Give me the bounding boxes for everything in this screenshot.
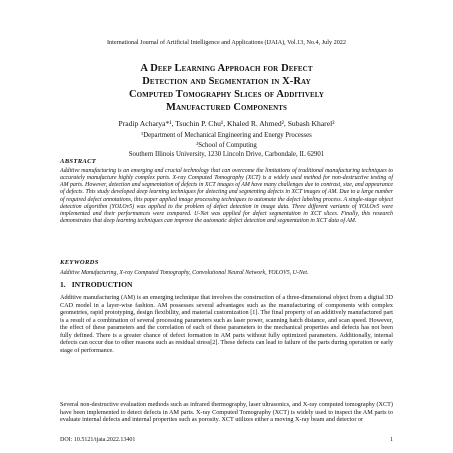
page-number: 1 [390,437,393,443]
affiliation-line: ²School of Computing [196,141,257,149]
abstract-heading: ABSTRACT [60,158,97,165]
body-paragraph: Several non-destructive evaluation methods such as infrared thermography, laser ultrasonics, and X-ray computed tomography (XCT) have been implemented to detect defects in AM parts. X-ray Computed Tomography (XCT) is widely used to inspect the AM parts to evaluate internal defects and internal properties such as porosity. XCT utilizes either a moving X-ray beam and detector or [60,401,393,423]
affiliation-line: Southern Illinois University, 1230 Lincoln Drive, Carbondale, IL 62901 [128,151,325,158]
title-line: Computed Tomography Slices of Additively [128,89,325,100]
title-line: Detection and Segmentation in X-Ray [142,76,311,87]
paper-title [60,62,393,114]
affiliations [60,131,393,160]
body-paragraph: Additive manufacturing (AM) is an emerging technique that involves the construction of a three-dimensional object from a digital 3D CAD model in a layer-wise fashion. AM possesses several advantages such as the manufacturing of components with complex geometries, rapid prototyping, design flexibility, and material customization [1]. The final property of an additively manufactured part is a result of a combination of several processing parameters such as laser power, scanning hatch distance, and scan speed. However, the effect of these parameters and the correlation of each of these parameters to the mechanical properties and defects has not been fully defined. There is a greater chance of defect formation in AM parts without fully optimized parameters. Additionally, internal defects can occur due to other reasons such as residual stress[2]. These defects can lead to failure of the parts during operation or early stage of performance. [60,294,393,354]
abstract-text: Additive manufacturing is an emerging and crucial technology that can overcome the limitations of traditional manufacturing techniques to accurately manufacture highly complex parts. X-ray Computed Tomography (XCT) is a widely used method for non-destructive testing of AM parts. However, detection and segmentation of defects in XCT images of AM have many challenges due to contrast, size, and appearance of defects. This study developed deep learning techniques for detecting and segmenting defects in XCT images of AM. Due to a large number of required defect annotations, this paper applied image processing techniques to automate the defect labeling process. A single-stage object detection algorithm (YOLOv5) was applied to the problem of defect detection in image data. Three different variants of YOLOv5 were implemented and their performances were compared. U-Net was applied for defect segmentation in XCT slices. Finally, this research demonstrates that deep learning techniques can improve the automatic defect detection and segmentation in XCT data of AM. [60,168,393,225]
author-list: Pradip Acharya*¹, Tsuchin P. Chu¹, Khaled R. Ahmed², Subash Kharel² [118,119,335,128]
section-number: 1. [60,280,66,289]
keywords-heading: KEYWORDS [60,259,99,266]
keywords-text: Additive Manufacturing, X-ray Computed Tomography, Convolutional Neural Network, YOLOV5, U-Net. [60,270,309,276]
doi-footer: DOI: 10.5121/ijaia.2022.13401 [60,437,136,443]
title-line: A Deep Learning Approach for Defect [140,63,313,74]
affiliation-line: ¹Department of Mechanical Engineering and Energy Processes [141,132,312,139]
paper-page [60,0,393,453]
title-line: Manufactured Components [165,102,288,113]
section-heading-introduction [60,280,132,289]
journal-header: International Journal of Artificial Intelligence and Applications (IJAIA), Vol.13, No.4, July 2022 [107,39,346,46]
section-title: INTRODUCTION [71,280,133,289]
